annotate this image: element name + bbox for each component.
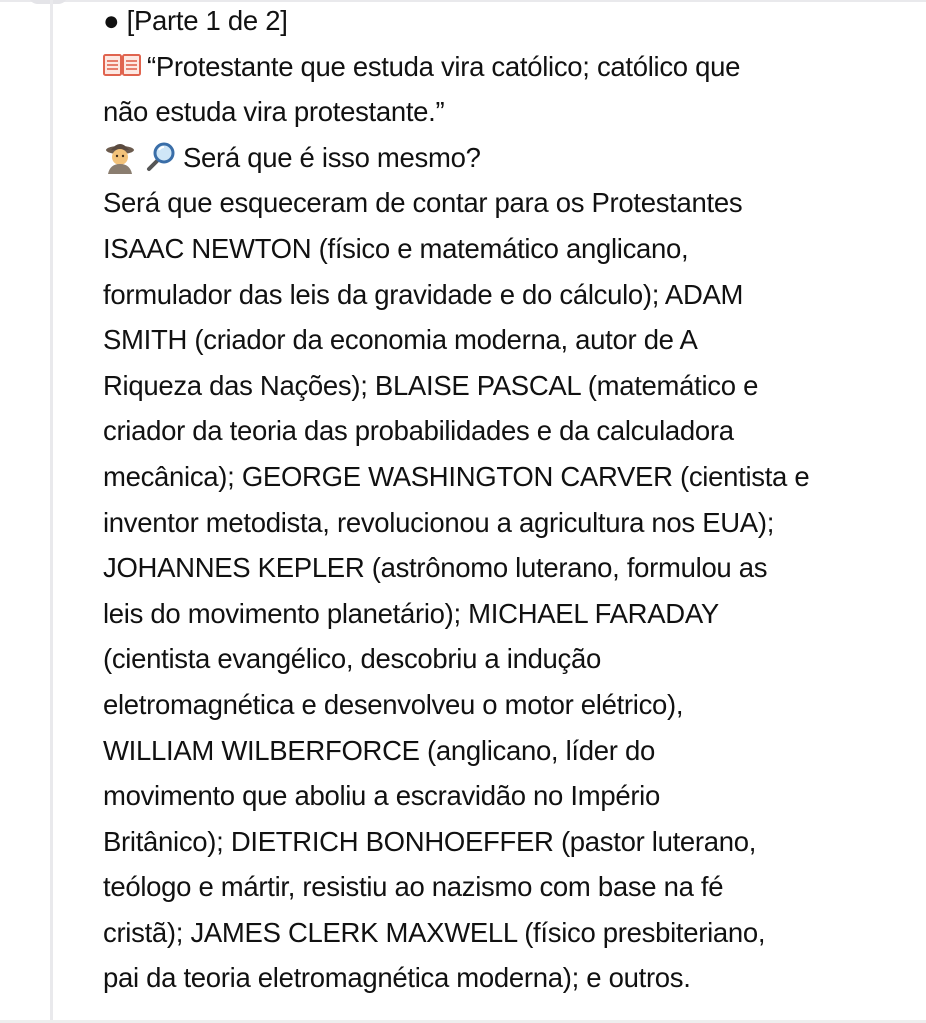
message-line — [103, 135, 893, 181]
body-text: Será que esqueceram de contar para os Protestantes — [103, 187, 743, 219]
body-text: inventor metodista, revolucionou a agricultura nos EUA); — [103, 506, 775, 538]
message-line — [103, 317, 893, 363]
message-line — [103, 272, 893, 318]
top-tab-edge — [28, 0, 68, 4]
message-line — [103, 180, 893, 226]
body-text: mecânica); GEORGE WASHINGTON CARVER (cientista e — [103, 460, 810, 492]
question-text: Será que é isso mesmo? — [183, 141, 481, 173]
body-text: leis do movimento planetário); MICHAEL FARADAY — [103, 597, 719, 629]
message-line — [103, 408, 893, 454]
message-line — [103, 636, 893, 682]
message-line — [103, 500, 893, 546]
body-text: Riqueza das Nações); BLAISE PASCAL (matemático e — [103, 369, 759, 401]
message-line — [103, 44, 893, 90]
message-line — [103, 226, 893, 272]
body-text: teólogo e mártir, resistiu ao nazismo com base na fé — [103, 871, 724, 903]
message-line — [103, 728, 893, 774]
message-line — [103, 0, 893, 44]
body-text: ISAAC NEWTON (físico e matemático anglicano, — [103, 232, 689, 264]
message-line — [103, 910, 893, 956]
message-line — [103, 955, 893, 1001]
body-text: (cientista evangélico, descobriu a indução — [103, 643, 601, 675]
detective-icon — [103, 140, 137, 174]
body-text: eletromagnética e desenvolveu o motor elétrico), — [103, 688, 684, 720]
message-line — [103, 363, 893, 409]
quote-text: não estuda vira protestante.” — [103, 96, 445, 128]
quote-text: “Protestante que estuda vira católico; católico que — [147, 50, 741, 82]
message-line — [103, 773, 893, 819]
body-text: pai da teoria eletromagnética moderna); e outros. — [103, 962, 691, 994]
left-thread-line — [50, 0, 53, 1023]
body-text: Britânico); DIETRICH BONHOEFFER (pastor luterano, — [103, 825, 757, 857]
body-text: SMITH (criador da economia moderna, autor de A — [103, 324, 698, 356]
message-line — [103, 864, 893, 910]
body-text: JOHANNES KEPLER (astrônomo luterano, formulou as — [103, 552, 768, 584]
message-line — [103, 819, 893, 865]
body-text: movimento que aboliu a escravidão no Império — [103, 780, 660, 812]
body-text: formulador das leis da gravidade e do cálculo); ADAM — [103, 278, 744, 310]
message-line — [103, 545, 893, 591]
message-line — [103, 454, 893, 500]
body-text: cristã); JAMES CLERK MAXWELL (físico presbiteriano, — [103, 916, 766, 948]
message-body[interactable] — [103, 0, 893, 1001]
message-line — [103, 591, 893, 637]
magnifying-glass-icon — [143, 140, 177, 174]
body-text: WILLIAM WILBERFORCE (anglicano, líder do — [103, 734, 655, 766]
open-book-icon — [103, 52, 141, 78]
message-line — [103, 682, 893, 728]
message-line — [103, 89, 893, 135]
body-text: criador da teoria das probabilidades e da calculadora — [103, 415, 734, 447]
part-heading: ● [Parte 1 de 2] — [103, 5, 288, 36]
